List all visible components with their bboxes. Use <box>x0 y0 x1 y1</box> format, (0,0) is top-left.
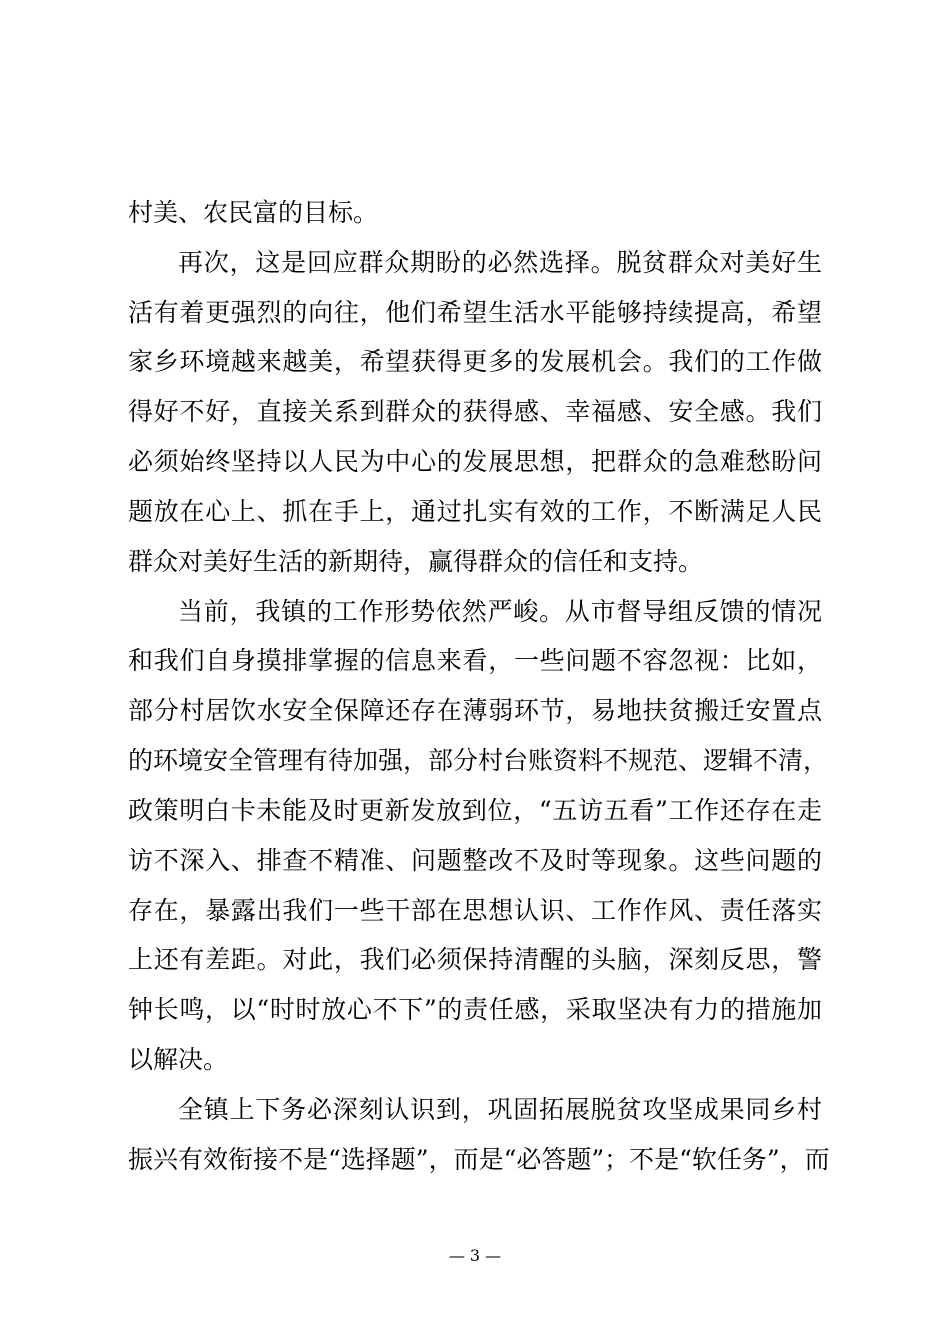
text-line: 必须始终坚持以人民为中心的发展思想，把群众的急难愁盼问 <box>128 447 822 477</box>
paragraph <box>128 587 829 1085</box>
text-line: 的环境安全管理有待加强，部分村台账资料不规范、逻辑不清， <box>128 746 829 776</box>
text-line: 当前，我镇的工作形势依然严峻。从市督导组反馈的情况 <box>178 596 822 626</box>
text-line: 和我们自身摸排掌握的信息来看，一些问题不容忽视：比如， <box>128 646 822 676</box>
text-line: 振兴有效衔接不是“选择题”，而是“必答题”；不是“软任务”，而 <box>128 1144 830 1174</box>
text-line: 访不深入、排查不精准、问题整改不及时等现象。这些问题的 <box>128 845 822 875</box>
text-line: 家乡环境越来越美，希望获得更多的发展机会。我们的工作做 <box>128 347 822 377</box>
text-line: 得好不好，直接关系到群众的获得感、幸福感、安全感。我们 <box>128 397 822 427</box>
text-line: 群众对美好生活的新期待，赢得群众的信任和支持。 <box>128 546 704 576</box>
text-line: 活有着更强烈的向往，他们希望生活水平能够持续提高，希望 <box>128 297 822 327</box>
text-line: 题放在心上、抓在手上，通过扎实有效的工作，不断满足人民 <box>128 496 822 526</box>
paragraph <box>128 238 822 587</box>
text-line: 上还有差距。对此，我们必须保持清醒的头脑，深刻反思，警 <box>128 945 822 975</box>
text-line: 钟长鸣，以“时时放心不下”的责任感，采取坚决有力的措施加 <box>128 995 822 1025</box>
text-line: 再次，这是回应群众期盼的必然选择。脱贫群众对美好生 <box>178 247 822 277</box>
paragraph <box>128 1085 830 1185</box>
text-line: 政策明白卡未能及时更新发放到位，“五访五看”工作还存在走 <box>128 795 822 825</box>
document-body <box>128 188 830 1185</box>
page-number: — 3 — <box>448 1246 502 1265</box>
text-line: 存在，暴露出我们一些干部在思想认识、工作作风、责任落实 <box>128 895 822 925</box>
text-line: 部分村居饮水安全保障还存在薄弱环节，易地扶贫搬迁安置点 <box>128 696 822 726</box>
paragraph <box>128 188 822 238</box>
text-line: 全镇上下务必深刻认识到，巩固拓展脱贫攻坚成果同乡村 <box>178 1094 822 1124</box>
text-line: 村美、农民富的目标。 <box>128 198 379 227</box>
text-line: 以解决。 <box>128 1045 229 1075</box>
